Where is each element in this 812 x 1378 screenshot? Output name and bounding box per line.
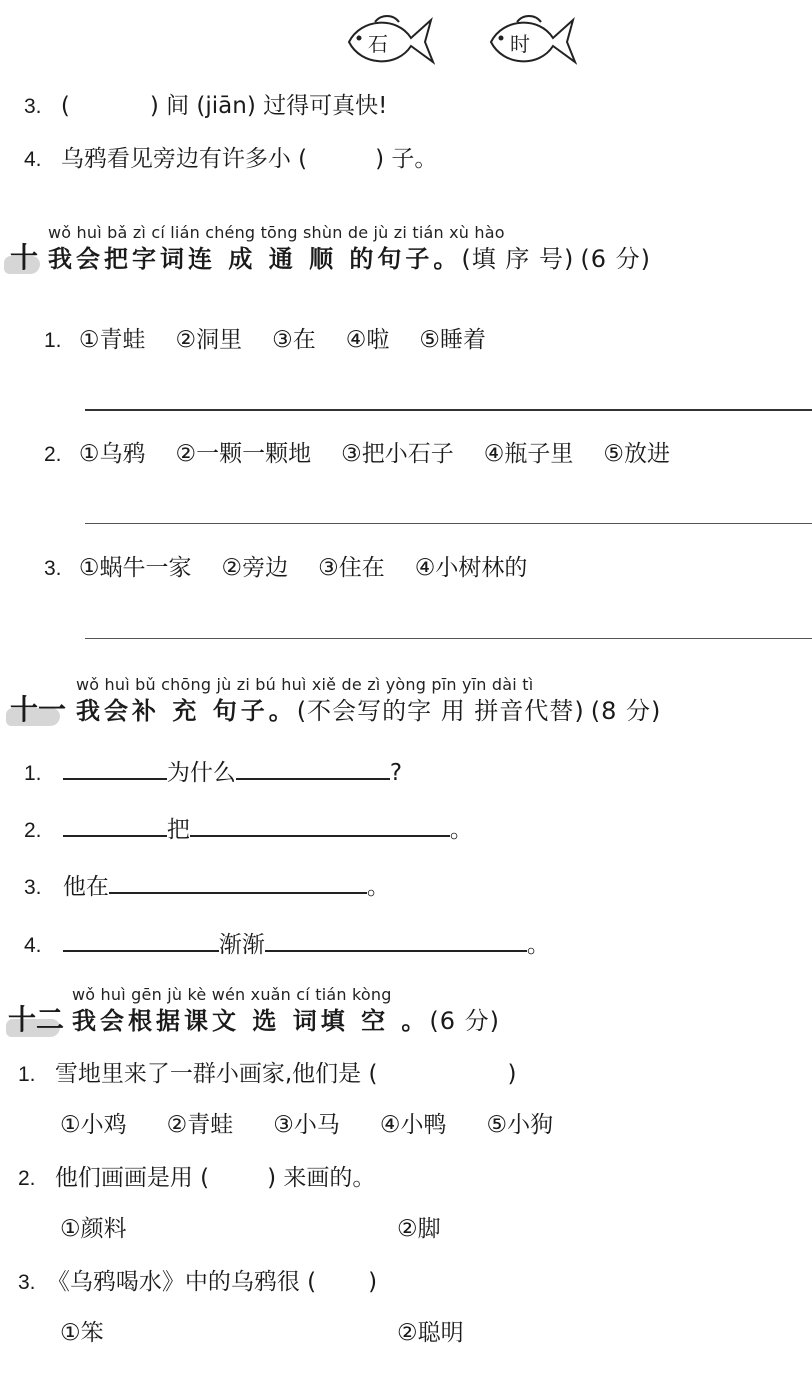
complete-item-4: [24, 928, 550, 960]
item-number: 2.: [24, 819, 42, 842]
option: ⑤睡着: [419, 327, 486, 353]
item-text: 。: [449, 817, 473, 843]
item-number: 2.: [44, 443, 62, 466]
option: ②青蛙: [166, 1112, 234, 1138]
item-number: 1.: [18, 1063, 36, 1086]
answer-line[interactable]: [63, 813, 167, 837]
option: ④小鸭: [379, 1112, 447, 1138]
choice-option-3b: ②聪明: [397, 1320, 464, 1346]
section-title-text: 我会根据课文 选 词填 空 。: [72, 1007, 430, 1035]
section-title: [72, 1006, 500, 1036]
section-score: (6 分): [429, 1007, 501, 1035]
fish-icon: [487, 10, 577, 72]
section-title-text: 我会补 充 句子。: [76, 697, 297, 725]
item-text: ?: [389, 760, 403, 786]
item-text-before: (: [60, 93, 70, 119]
answer-line[interactable]: [85, 523, 812, 524]
reorder-item-3: [44, 554, 557, 583]
option: ⑤放进: [603, 441, 670, 467]
choice-item-2: [18, 1164, 375, 1193]
option: ④瓶子里: [483, 441, 574, 467]
reorder-item-1: [44, 326, 516, 355]
option: ③住在: [318, 555, 385, 581]
option: ①青蛙: [78, 327, 146, 353]
answer-line[interactable]: [190, 813, 450, 837]
answer-line[interactable]: [109, 870, 367, 894]
item-text: 他在: [62, 874, 109, 900]
item-number: 2.: [18, 1167, 36, 1190]
question-text: 他们画画是用 (: [54, 1165, 210, 1191]
choice-item-3: [18, 1268, 377, 1297]
choice-option-3a: ①笨: [60, 1320, 104, 1346]
choice-option-2a: ①颜料: [60, 1216, 127, 1242]
item-number: 3.: [24, 95, 42, 118]
item-number: 3.: [18, 1271, 36, 1294]
item-number: 3.: [44, 557, 62, 580]
option: ④小树林的: [414, 555, 528, 581]
section-score: (6 分): [580, 245, 652, 273]
question-text: 《乌鸦喝水》中的乌鸦很 (: [46, 1269, 317, 1295]
item-text: 渐渐: [218, 932, 265, 958]
option: ④啦: [345, 327, 390, 353]
top-item-3: [24, 92, 387, 121]
item-text: 。: [366, 874, 390, 900]
complete-item-3: [24, 870, 390, 902]
section-pinyin: wǒ huì bǎ zì cí lián chéng tōng shùn de jù zi tián xù hào: [48, 223, 505, 242]
top-item-4: [24, 145, 437, 174]
item-number: 1.: [24, 762, 42, 785]
choice-options-1: [60, 1111, 553, 1139]
answer-line[interactable]: [63, 756, 167, 780]
complete-item-2: [24, 813, 473, 845]
answer-line[interactable]: [85, 409, 812, 411]
section-note: (填 序 号): [461, 245, 575, 273]
option: ②一颗一颗地: [175, 441, 312, 467]
section-note: (不会写的字 用 拼音代替): [296, 697, 585, 725]
question-close: ): [368, 1269, 378, 1295]
choice-option-2b: ②脚: [397, 1216, 441, 1242]
section-number: 十一: [10, 693, 67, 726]
answer-line[interactable]: [236, 756, 390, 780]
item-number: 1.: [44, 329, 62, 352]
option: ①乌鸦: [78, 441, 146, 467]
answer-line[interactable]: [63, 928, 219, 952]
section-number: 十二: [8, 1003, 65, 1036]
option: ①小鸡: [60, 1112, 127, 1138]
item-number: 4.: [24, 148, 42, 171]
choice-item-1: [18, 1060, 516, 1089]
option: ⑤小狗: [486, 1112, 554, 1138]
answer-line[interactable]: [85, 638, 812, 639]
item-text: 为什么: [166, 760, 236, 786]
section-title-text: 我会把字词连 成 通 顺 的句子。: [48, 245, 462, 273]
item-text-before: 乌鸦看见旁边有许多小 (: [60, 146, 308, 172]
item-text-after: ) 间 (jiān) 过得可真快!: [149, 93, 388, 119]
item-number: 4.: [24, 934, 42, 957]
item-text: 。: [526, 932, 550, 958]
question-close: ): [507, 1061, 517, 1087]
question-close: ) 来画的。: [267, 1165, 376, 1191]
section-title: [76, 696, 661, 726]
complete-item-1: [24, 756, 402, 788]
section-pinyin: wǒ huì gēn jù kè wén xuǎn cí tián kòng: [72, 985, 392, 1004]
option: ②洞里: [175, 327, 243, 353]
section-score: (8 分): [590, 697, 662, 725]
option: ③在: [272, 327, 316, 353]
fish-icon: [345, 10, 435, 72]
answer-line[interactable]: [265, 928, 527, 952]
item-text-after: ) 子。: [375, 146, 438, 172]
option: ③小马: [273, 1112, 340, 1138]
fish-char-1: 石: [368, 32, 388, 56]
reorder-item-2: [44, 440, 700, 469]
option: ②旁边: [221, 555, 289, 581]
question-text: 雪地里来了一群小画家,他们是 (: [54, 1061, 378, 1087]
item-text: 把: [166, 817, 190, 843]
option: ③把小石子: [341, 441, 454, 467]
section-pinyin: wǒ huì bǔ chōng jù zi bú huì xiě de zì yòng pīn yīn dài tì: [76, 675, 534, 694]
option: ①蜗牛一家: [78, 555, 192, 581]
fish-char-2: 时: [510, 32, 530, 56]
item-number: 3.: [24, 876, 42, 899]
section-number: 十: [10, 241, 39, 274]
section-title: [48, 244, 651, 274]
